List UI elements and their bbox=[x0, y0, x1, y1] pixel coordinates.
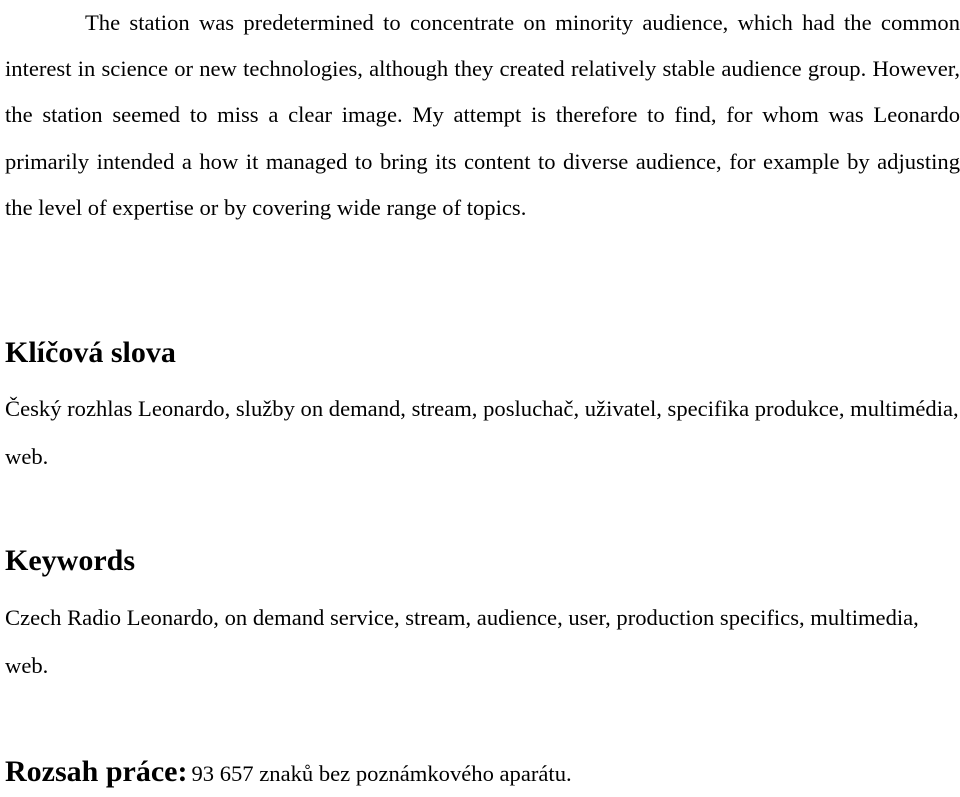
keywords-cz-text: Český rozhlas Leonardo, služby on demand, stream, posluchač, uživatel, specifika produkce, multimédia, web. bbox=[5, 396, 959, 469]
keywords-en-text: Czech Radio Leonardo, on demand service, stream, audience, user, production specifics, multimedia, web. bbox=[5, 605, 919, 678]
abstract-paragraph: The station was predetermined to concentrate on minority audience, which had the common interest in science or new technologies, although they created relatively stable audience group. However, the station seemed to miss a clear image. My attempt is therefore to find, for whom was Leonardo primarily intended a how it managed to bring its content to diverse audience, for example by adjusting the level of expertise or by covering wide range of topics. bbox=[5, 10, 960, 220]
keywords-cz-heading: Klíčová slova bbox=[5, 336, 176, 369]
work-extent-line bbox=[5, 752, 572, 797]
work-extent-label: Rozsah práce: bbox=[5, 755, 188, 788]
keywords-en-heading: Keywords bbox=[5, 544, 135, 577]
work-extent-value: 93 657 znaků bez poznámkového aparátu. bbox=[191, 761, 572, 786]
